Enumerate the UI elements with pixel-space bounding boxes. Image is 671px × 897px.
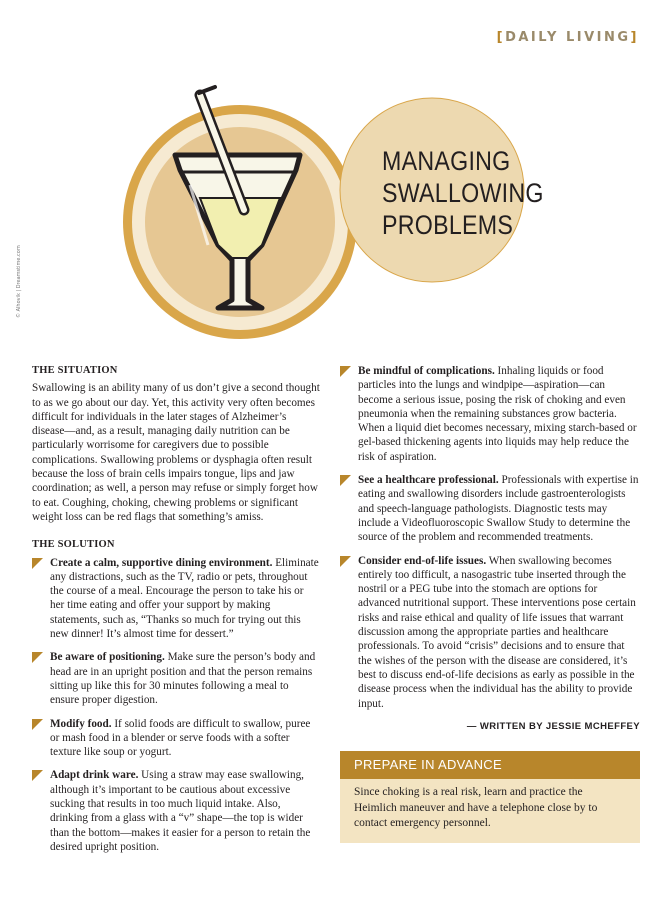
bracket-close: ] <box>630 30 639 45</box>
tip-lead: Create a calm, supportive dining environment. <box>50 556 273 569</box>
right-column <box>340 364 640 734</box>
prepare-box-title: PREPARE IN ADVANCE <box>340 751 640 779</box>
tip-lead: Adapt drink ware. <box>50 769 139 782</box>
bullet-triangle-icon <box>32 719 43 730</box>
prepare-in-advance-box <box>340 751 640 843</box>
prepare-box-text: Since choking is a real risk, learn and practice the Heimlich maneuver and have a telephone close by to contact emergency personnel. <box>354 786 598 829</box>
tip-lead: See a healthcare professional. <box>358 474 499 487</box>
tip-modify-food <box>32 717 320 760</box>
tip-text: Make sure the person’s body and head are in an upright position and that the person remains sitting up like this for 30 minutes following a meal to ensure proper digestion. <box>50 651 316 707</box>
situation-heading: THE SITUATION <box>32 365 118 376</box>
tip-positioning <box>32 650 320 707</box>
tip-text: When swallowing becomes entirely too difficult, a nasogastric tube inserted through the nostril or a PEG tube into the stomach are options for advanced nutritional support. These interventions pose certain risks and raise ethical and quality of life issues that warrant discussion among the appropriate parties and healthcare professionals. To avoid “crisis” decisions and to ensure that the wishes of the person with the disease are considered, it’s best to discuss end-of-life decisions as early as possible in the disease process when the individual has the ability to provide input. <box>358 554 636 710</box>
tip-dining-environment <box>32 556 320 642</box>
bullet-triangle-icon <box>32 558 43 569</box>
tip-complications <box>340 364 640 464</box>
title-line-3: PROBLEMS <box>382 210 514 240</box>
tip-healthcare-professional <box>340 473 640 544</box>
tip-drink-ware <box>32 768 320 854</box>
bullet-triangle-icon <box>32 652 43 663</box>
photo-credit: © Alhovik | Dreamstime.com <box>16 245 22 318</box>
title-line-2: SWALLOWING <box>382 178 544 208</box>
tip-text: Eliminate any distractions, such as the TV, radio or pets, throughout the course of a meal. Encourage the person to take his or her time eating and offer your support by making statements, such as, “Thanks so much for trying out this new dinner! It’s almost time for dessert.” <box>50 556 319 641</box>
tip-end-of-life <box>340 554 640 711</box>
tip-lead: Modify food. <box>50 717 112 730</box>
title-line-1: MANAGING <box>382 146 511 176</box>
tip-text: Using a straw may ease swallowing, although it’s important to be cautious about excessive sucking that results in too much liquid intake. Also, drinking from a glass with a “v” shape—the top is wider than the bottom—makes it easier for a person to retain the desired upright position. <box>50 769 311 853</box>
tip-lead: Consider end-of-life issues. <box>358 554 487 567</box>
byline: — WRITTEN BY JESSIE MCHEFFEY <box>466 720 640 732</box>
left-column <box>32 364 320 863</box>
situation-text: Swallowing is an ability many of us don’t give a second thought to as we go about our day. Yet, this activity very often becomes difficult for individuals in the later stages of Alzheimer’s disease—and, as a result, managing daily nutrition can be particularly worrisome for caregivers due to possible complications. Swallowing problems or dysphagia often result because the loss of brain cells impairs tongue, lips and jaw coordination; as well, a person may refuse or simply forget how to eat. Coughing, choking, chewing problems or significant weight loss can be red flags that something’s amiss. <box>32 382 320 523</box>
section-label: DAILY LIVING <box>505 30 631 45</box>
bullet-triangle-icon <box>32 770 43 781</box>
tip-text: Inhaling liquids or food particles into the lungs and windpipe—aspiration—can become a serious issue, posing the risk of choking and even pneumonia when the remaining substances grow bacteria. When a liquid diet becomes necessary, mixing starch-based or gel-based thickening agents into liquids may help reduce the risk of aspiration. <box>358 365 637 463</box>
tip-lead: Be aware of positioning. <box>50 651 165 664</box>
tip-lead: Be mindful of complications. <box>358 365 495 377</box>
tip-text: Professionals with expertise in eating and swallowing disorders include gastroenterologists and speech-language pathologists. Diagnostic tests may include a Videofluoroscopic Swallow Study to determine the source of the problem and recommended treatments. <box>358 474 639 544</box>
hero-illustration <box>0 0 671 350</box>
bullet-triangle-icon <box>340 366 351 377</box>
bracket-open: [ <box>496 30 506 45</box>
bullet-triangle-icon <box>340 556 351 567</box>
solution-heading: THE SOLUTION <box>32 539 115 551</box>
article-title <box>382 145 544 241</box>
tip-text: If solid foods are difficult to swallow, puree or mash food in a blender or serve foods with a softer texture like soup or yogurt. <box>50 717 311 759</box>
bullet-triangle-icon <box>340 475 351 486</box>
